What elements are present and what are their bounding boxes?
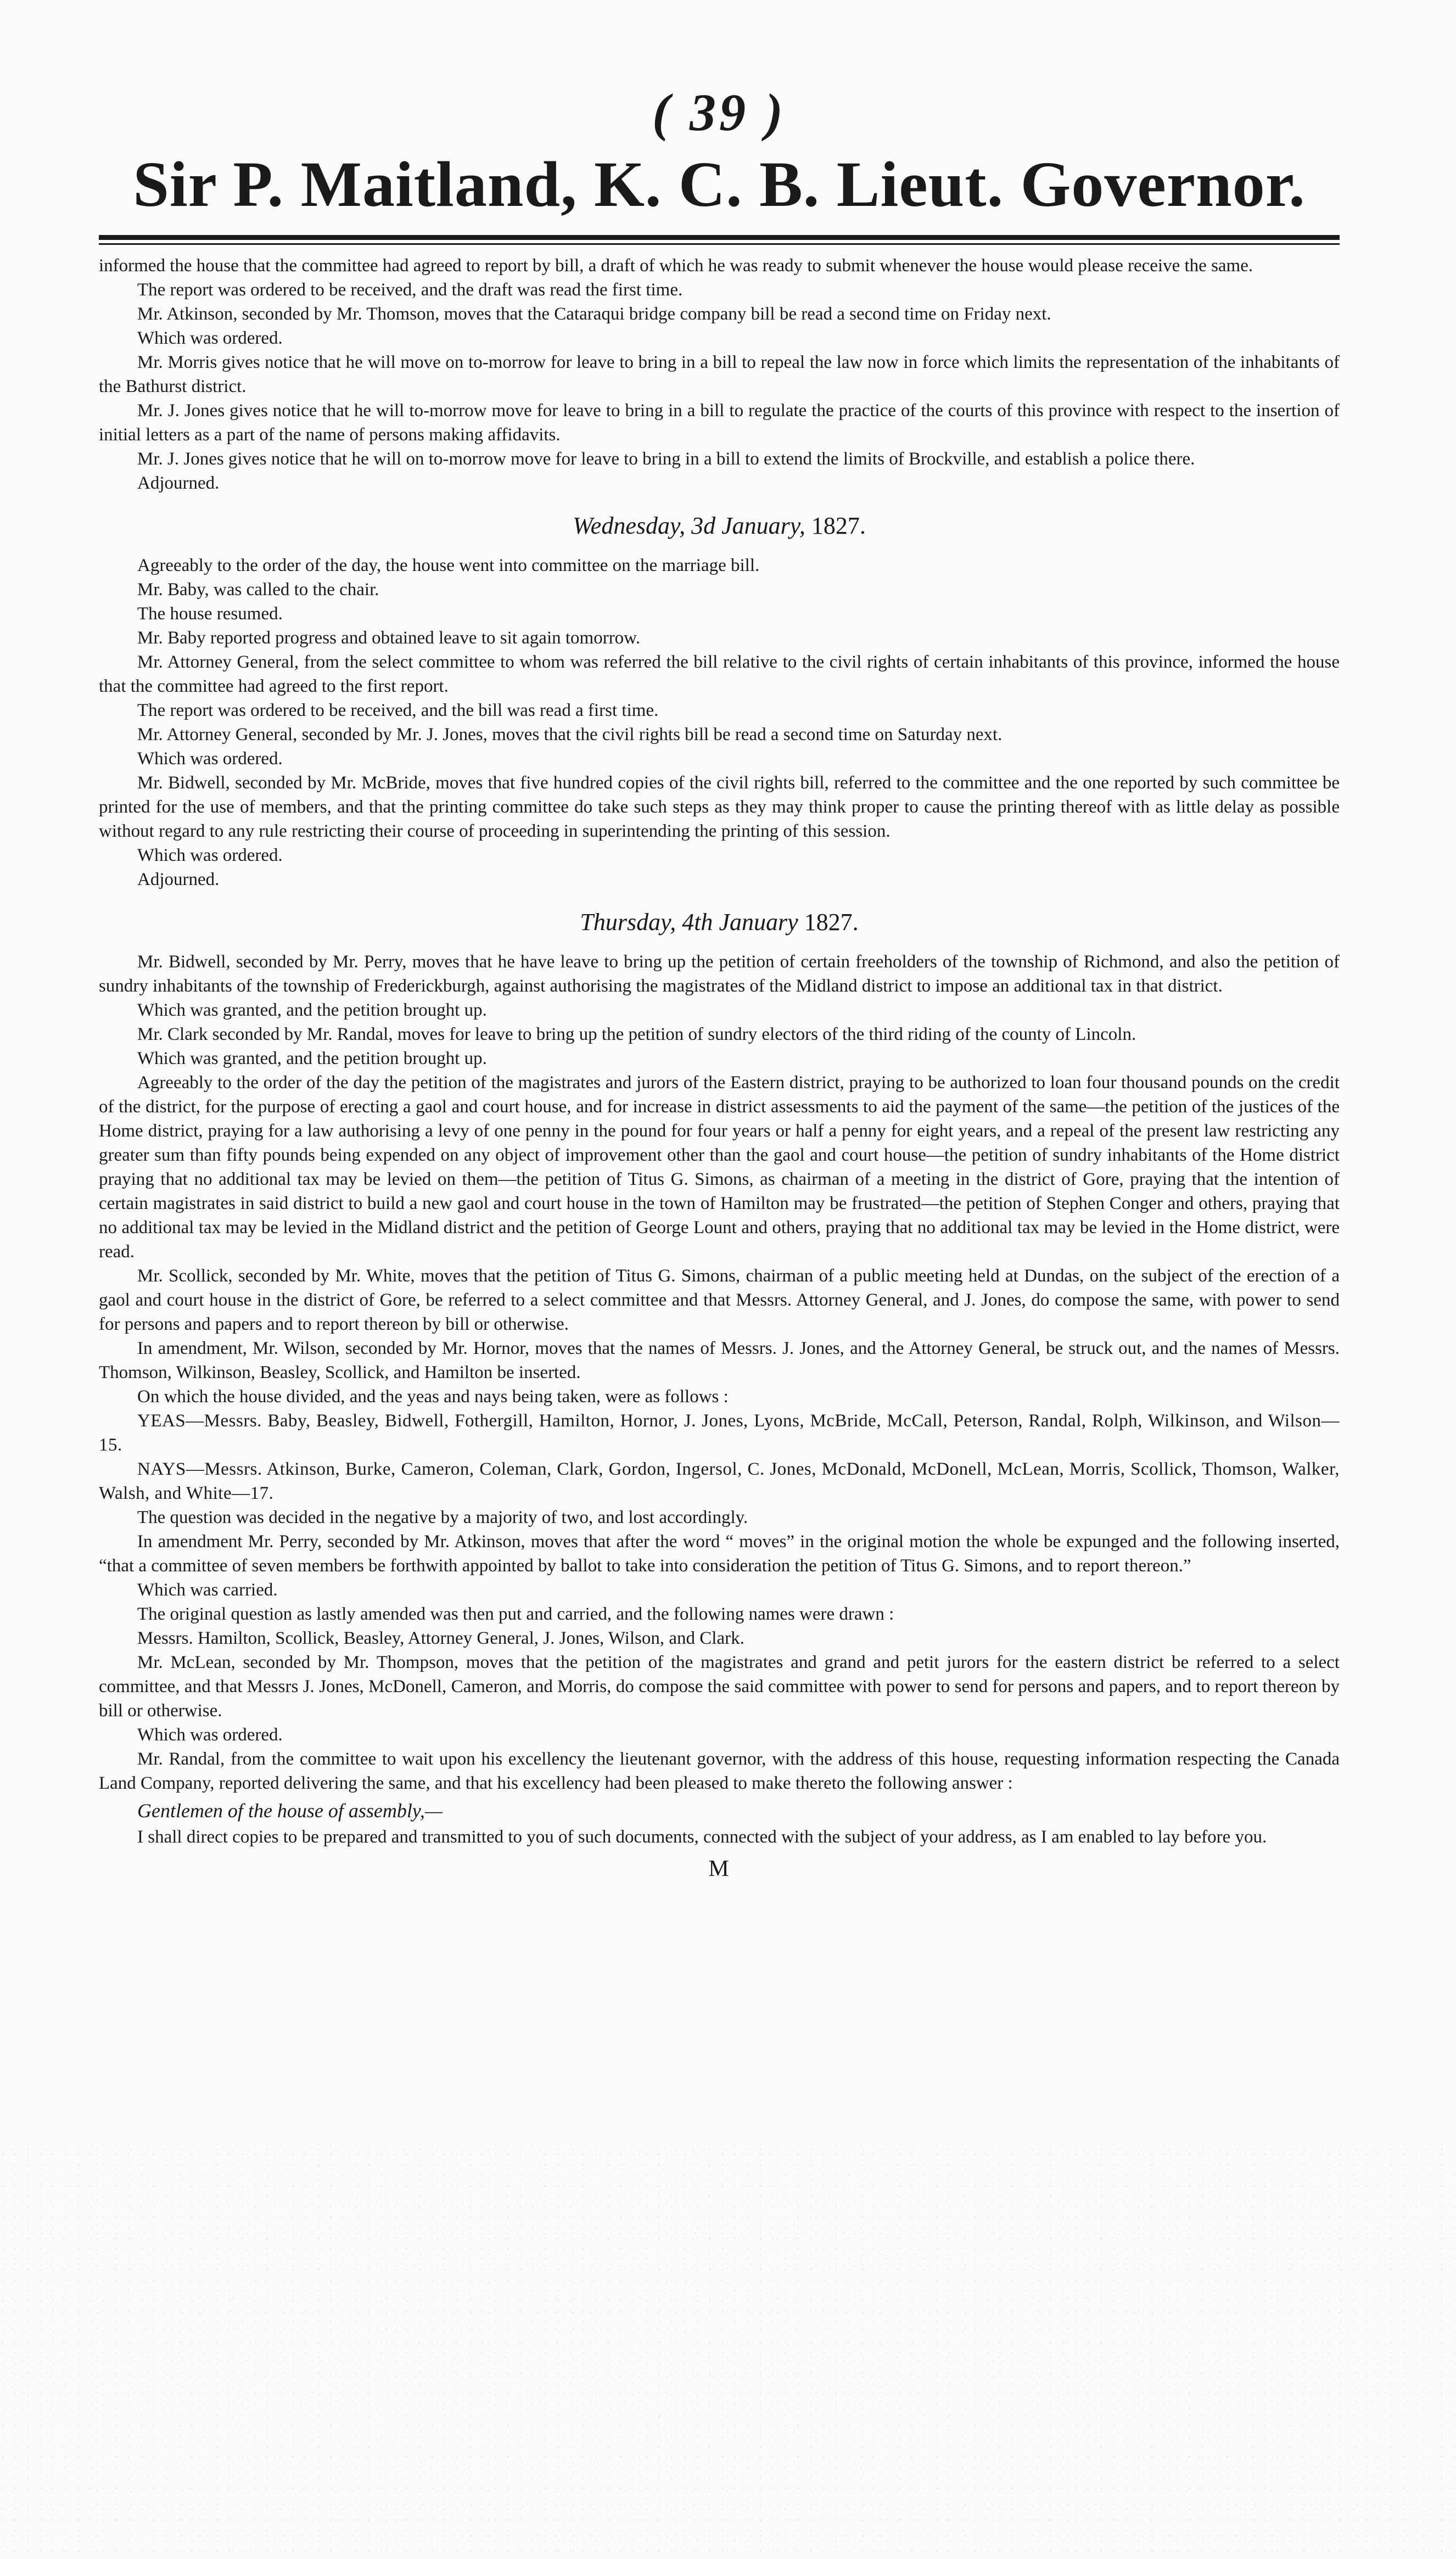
- paragraph: On which the house divided, and the yeas and nays being taken, were as follows :: [137, 1387, 729, 1407]
- paragraph: Mr. J. Jones gives notice that he will on to-morrow move for leave to bring in a bill to extend the limits of Brockville, and establish a police there.: [137, 449, 1195, 469]
- paragraph: Mr. Bidwell, seconded by Mr. Perry, moves that he have leave to bring up the petition of certain freeholders of the township of Richmond, and also the petition of sundry inhabitants of the township of Frederickburgh, against authorising the magistrates of the Midland district to impose an additional tax in that district.: [99, 952, 1340, 996]
- paragraph: Which was carried.: [137, 1580, 278, 1600]
- section-heading-date: Thursday, 4th January: [580, 909, 798, 936]
- paragraph: In amendment, Mr. Wilson, seconded by Mr. Hornor, moves that the names of Messrs. J. Jones, and the Attorney General, be struck out, and the names of Messrs. Thomson, Wilkinson, Beasley, Scollick, and Hamilton be inserted.: [99, 1339, 1340, 1382]
- paragraph: Which was granted, and the petition brought up.: [137, 1049, 487, 1068]
- journal-body: [99, 254, 1340, 1881]
- paragraph: Mr. McLean, seconded by Mr. Thompson, moves that the petition of the magistrates and grand and petit jurors for the eastern district be referred to a select committee, and that Messrs J. Jones, McDonell, Cameron, and Morris, do compose the said committee with power to send for persons and papers, and to report thereon by bill or otherwise.: [99, 1653, 1340, 1721]
- paragraph: Mr. Morris gives notice that he will move on to-morrow for leave to bring in a bill to repeal the law now in force which limits the representation of the inhabitants of the Bathurst district.: [99, 352, 1340, 396]
- paragraph: Which was ordered.: [137, 845, 283, 865]
- paragraph: In amendment Mr. Perry, seconded by Mr. Atkinson, moves that after the word “ moves” in the original motion the whole be expunged and the following inserted, “that a committee of seven members be forthwith appointed by ballot to take into consideration the petition of Titus G. Simons, and to report thereon.”: [99, 1532, 1340, 1576]
- paragraph: Mr. Clark seconded by Mr. Randal, moves for leave to bring up the petition of sundry electors of the third riding of the county of Lincoln.: [137, 1024, 1136, 1044]
- paragraph: Mr. Attorney General, from the select committee to whom was referred the bill relative to the civil rights of certain inhabitants of this province, informed the house that the committee had agreed to the first report.: [99, 652, 1340, 696]
- paragraph: Which was ordered.: [137, 328, 283, 348]
- section-heading-thursday: [99, 906, 1340, 939]
- paragraph: Mr. Atkinson, seconded by Mr. Thomson, moves that the Cataraqui bridge company bill be read a second time on Friday next.: [137, 304, 1051, 324]
- running-head: Sir P. Maitland, K. C. B. Lieut. Governor.: [133, 148, 1306, 220]
- paragraph: Agreeably to the order of the day the petition of the magistrates and jurors of the Eastern district, praying to be authorized to loan four thousand pounds on the credit of the district, for the purpose of erecting a gaol and court house, and for increase in district assessments to aid the payment of the same—the petition of the justices of the Home district, praying for a law authorising a levy of one penny in the pound for four years or half a penny for eight years, and a repeal of the present law restricting any greater sum than fifty pounds being expended on any object of improvement other than the gaol and court house—the petition of sundry inhabitants of the Home district praying that no additional tax may be levied on them—the petition of Titus G. Simons, as chairman of a meeting in the district of Gore, praying that the intention of certain magistrates in said district to build a new gaol and court house in the town of Hamilton may be frustrated—the petition of Stephen Conger and others, praying that no additional tax may be levied in the Midland district and the petition of George Lount and others, praying that no additional tax may be levied in the Home district, were read.: [99, 1073, 1340, 1262]
- paragraph: Mr. Bidwell, seconded by Mr. McBride, moves that five hundred copies of the civil rights bill, referred to the committee and the one reported by such committee be printed for the use of members, and that the printing committee do take such steps as they may think proper to cause the printing thereof with as little delay as possible without regard to any rule restricting their course of proceeding in superintending the printing of this session.: [99, 773, 1340, 841]
- paragraph: Adjourned.: [137, 473, 220, 493]
- paragraph: Which was ordered.: [137, 1725, 283, 1745]
- section-heading-date: Wednesday, 3d January,: [573, 512, 805, 539]
- paragraph: Mr. Scollick, seconded by Mr. White, moves that the petition of Titus G. Simons, chairman of a public meeting held at Dundas, on the subject of the erection of a gaol and court house in the district of Gore, be referred to a select committee and that Messrs. Attorney General, and J. Jones, do compose the same, with power to send for persons and papers and to report thereon by bill or otherwise.: [99, 1266, 1340, 1334]
- vote-nays: NAYS—Messrs. Atkinson, Burke, Cameron, Coleman, Clark, Gordon, Ingersol, C. Jones, McDonald, McDonell, McLean, Morris, Scollick, Thomson, Walker, Walsh, and White—17.: [99, 1459, 1340, 1503]
- paragraph: Mr. Attorney General, seconded by Mr. J. Jones, moves that the civil rights bill be read a second time on Saturday next.: [137, 725, 1003, 744]
- paragraph: Mr. Baby reported progress and obtained leave to sit again tomorrow.: [137, 628, 641, 648]
- address-salutation: Gentlemen of the house of assembly,—: [137, 1800, 443, 1822]
- paragraph: The original question as lastly amended was then put and carried, and the following names were drawn :: [137, 1604, 894, 1624]
- vote-yeas: YEAS—Messrs. Baby, Beasley, Bidwell, Fothergill, Hamilton, Hornor, J. Jones, Lyons, McBride, McCall, Peterson, Randal, Rolph, Wilkinson, and Wilson—15.: [99, 1411, 1340, 1455]
- paragraph: Which was ordered.: [137, 749, 283, 769]
- paragraph: informed the house that the committee had agreed to report by bill, a draft of which he was ready to submit whenever the house would please receive the same.: [99, 256, 1253, 276]
- paragraph: The report was ordered to be received, and the draft was read the first time.: [137, 280, 683, 300]
- committee-names: Messrs. Hamilton, Scollick, Beasley, Attorney General, J. Jones, Wilson, and Clark.: [137, 1628, 744, 1648]
- section-heading-wednesday: [99, 509, 1340, 542]
- paragraph: Mr. Randal, from the committee to wait upon his excellency the lieutenant governor, with the address of this house, requesting information respecting the Canada Land Company, reported delivering the same, and that his excellency had been pleased to make thereto the following answer :: [99, 1749, 1340, 1793]
- header-rule-thin: [99, 243, 1340, 245]
- section-heading-year: 1827.: [811, 512, 866, 539]
- paragraph: The question was decided in the negative by a majority of two, and lost accordingly.: [137, 1508, 748, 1527]
- paragraph: Which was granted, and the petition brought up.: [137, 1000, 487, 1020]
- section-heading-year: 1827.: [804, 909, 859, 936]
- paper-speckle-texture: [0, 2141, 1456, 2559]
- paragraph: The report was ordered to be received, and the bill was read a first time.: [137, 701, 659, 720]
- paragraph: Agreeably to the order of the day, the house went into committee on the marriage bill.: [137, 556, 760, 575]
- page-content: [99, 82, 1340, 1881]
- page-number: ( 39 ): [652, 83, 786, 142]
- paragraph: Mr. J. Jones gives notice that he will to-morrow move for leave to bring in a bill to regulate the practice of the courts of this province with respect to the insertion of initial letters as a part of the name of persons making affidavits.: [99, 401, 1340, 445]
- address-reply: I shall direct copies to be prepared and transmitted to you of such documents, connected with the subject of your address, as I am enabled to lay before you.: [137, 1827, 1267, 1847]
- header-rule-thick: [99, 235, 1340, 240]
- paragraph: Mr. Baby, was called to the chair.: [137, 580, 379, 600]
- signature-mark: M: [708, 1856, 730, 1882]
- paragraph: Adjourned.: [137, 870, 220, 889]
- paragraph: The house resumed.: [137, 604, 283, 624]
